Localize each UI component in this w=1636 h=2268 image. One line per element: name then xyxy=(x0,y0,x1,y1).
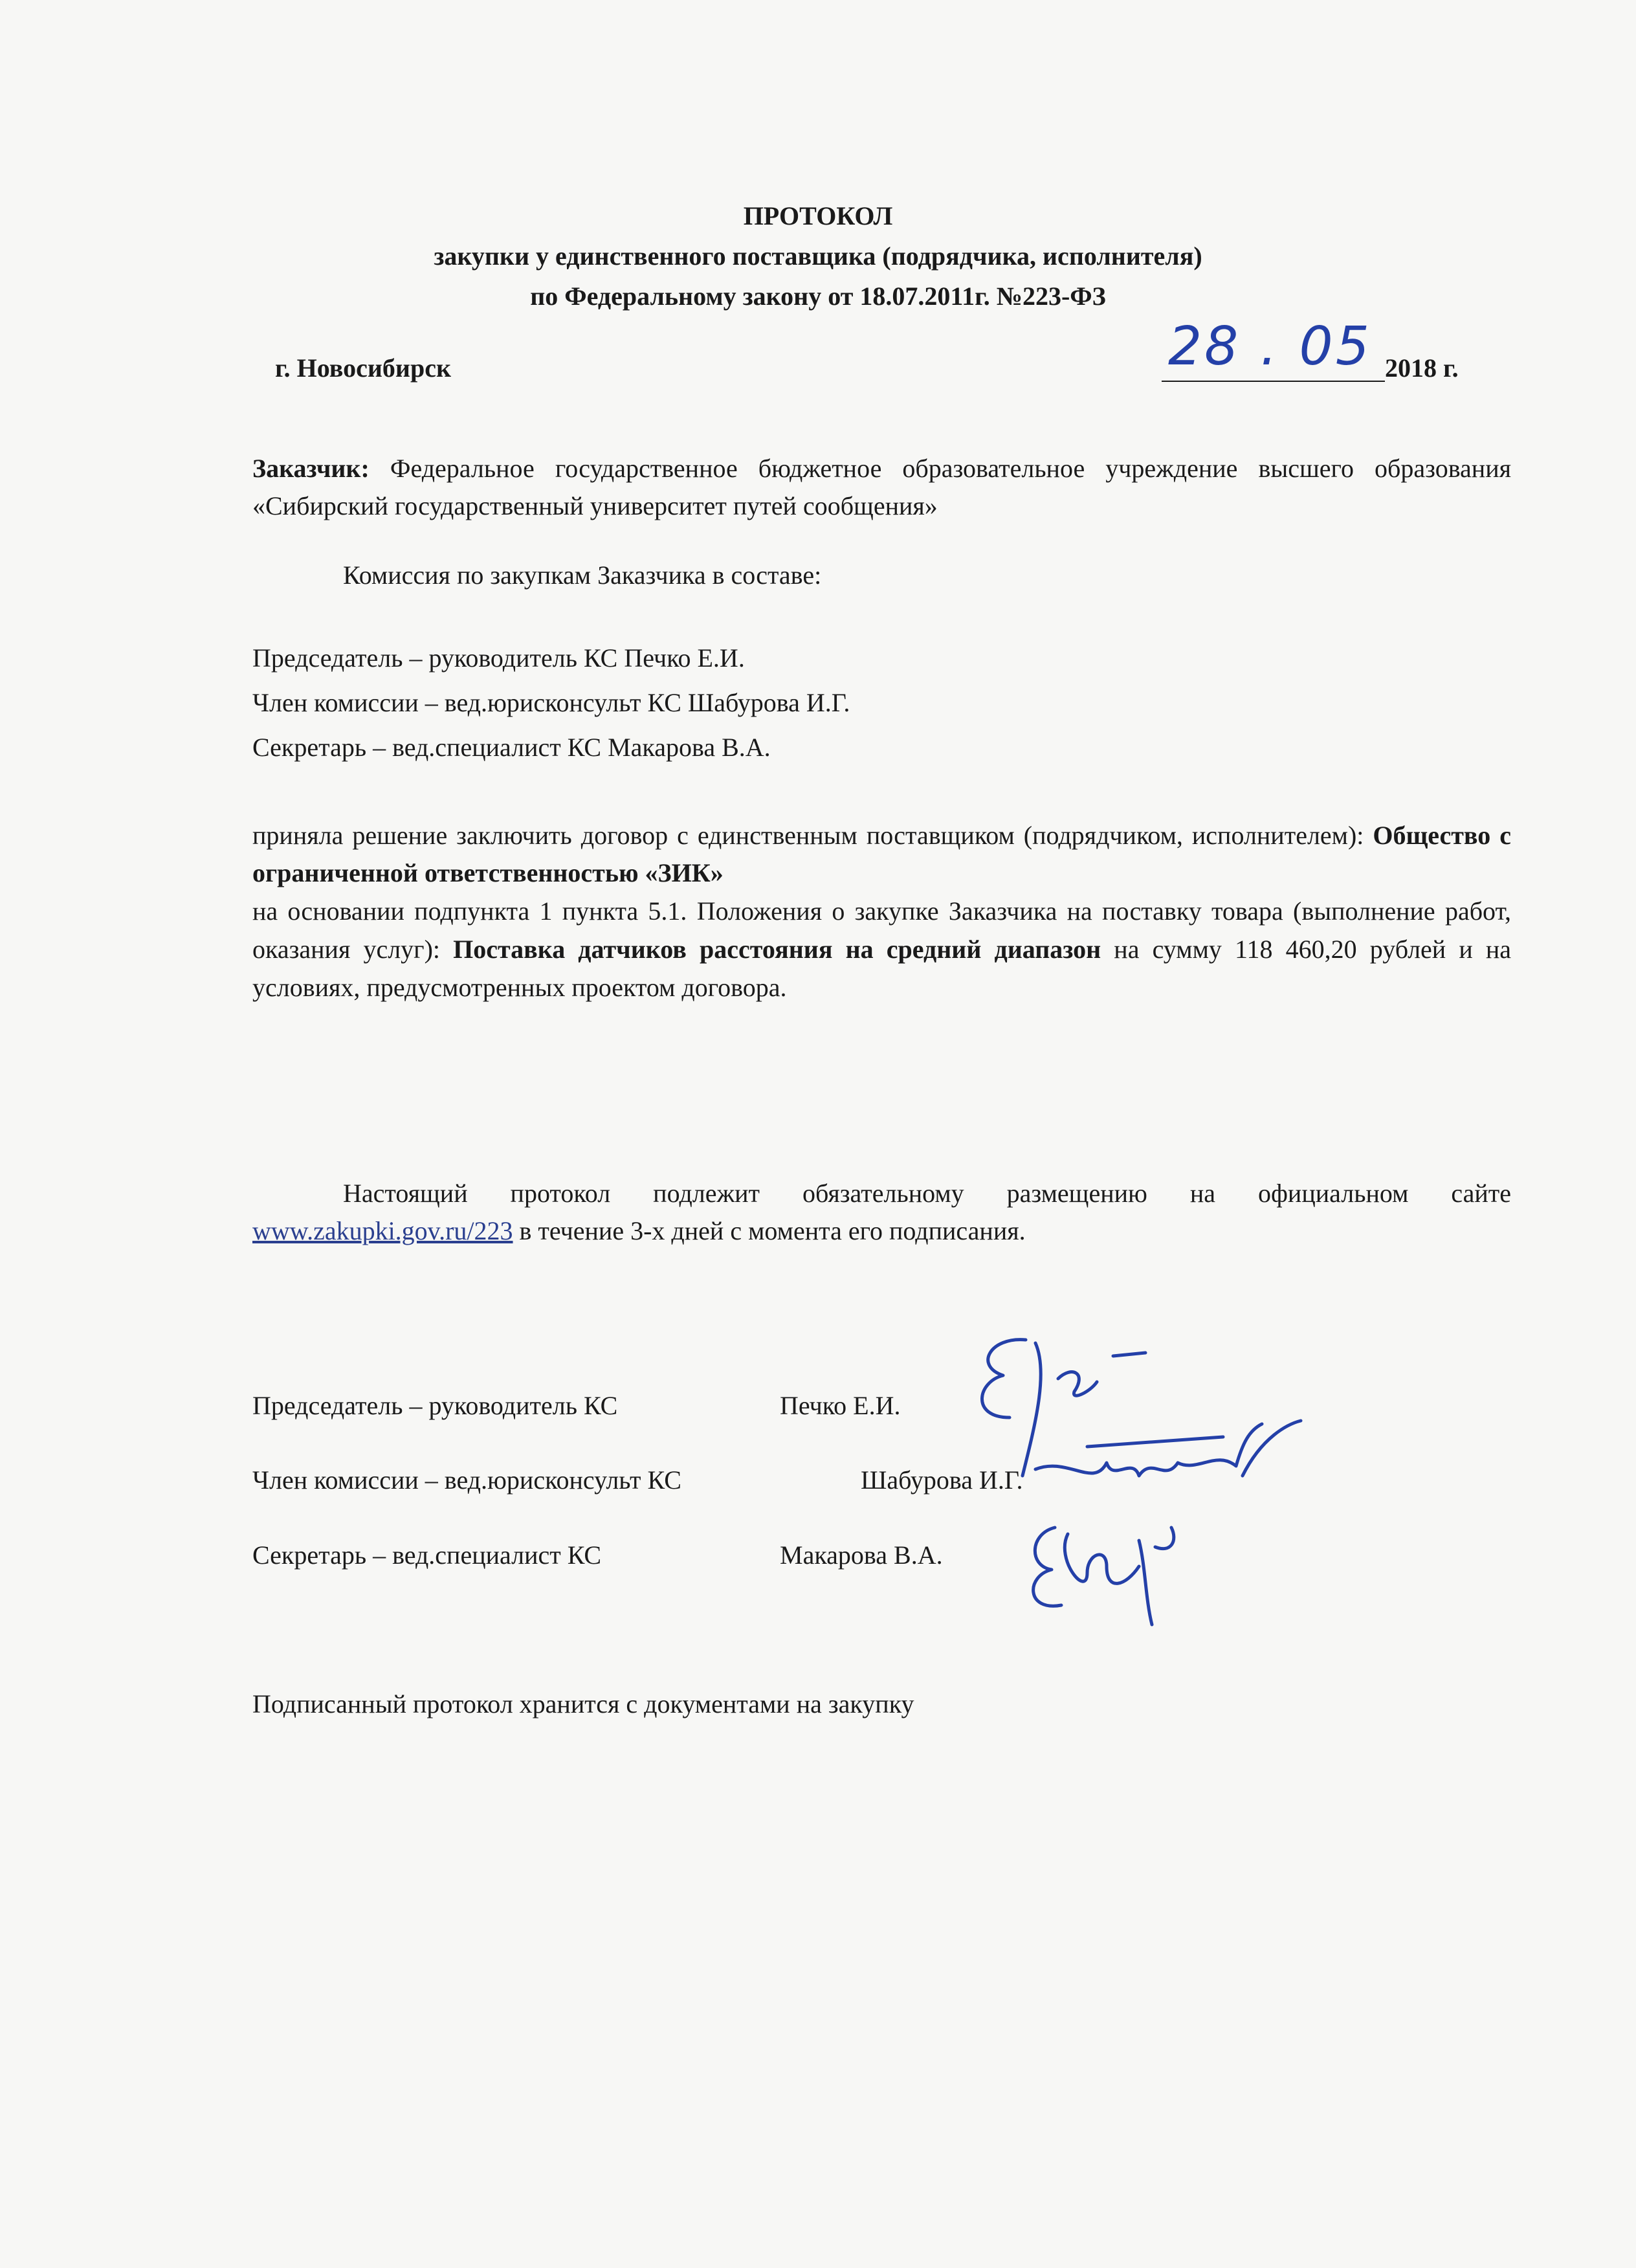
decision-paragraph-2 xyxy=(252,892,1511,1006)
supplier-name: Общество с ограниченной ответственностью «ЗИК» xyxy=(252,821,1512,887)
signature-role-lawyer: Член комиссии – вед.юрисконсульт КС xyxy=(252,1465,681,1495)
signature-role-secretary: Секретарь – вед.специалист КС xyxy=(252,1540,602,1570)
decision-basis-text: на основании подпункта 1 пункта 5.1. Положения о закупке Заказчика на поставку товара (выполнение работ, оказания услуг): xyxy=(252,896,1511,964)
procurement-subject: Поставка датчиков расстояния на средний диапазон xyxy=(453,935,1101,964)
decision-paragraph-1 xyxy=(252,817,1511,892)
publication-text: Настоящий протокол подлежит обязательному размещению на официальном сайте xyxy=(343,1179,1511,1208)
publication-paragraph xyxy=(252,1175,1511,1250)
signature-role-chair: Председатель – руководитель КС xyxy=(252,1391,618,1420)
decision-terms-text: на сумму 118 460,20 рублей и на условиях, предусмотренных проектом договора. xyxy=(252,935,1511,1002)
document-title: ПРОТОКОЛ xyxy=(743,201,893,230)
commission-member-chair: Председатель – руководитель КС Печко Е.И. xyxy=(252,643,745,673)
zakupki-link[interactable]: www.zakupki.gov.ru/223 xyxy=(252,1216,513,1245)
handwritten-date: 28 . 05 xyxy=(1168,316,1372,377)
commission-member-secretary: Секретарь – вед.специалист КС Макарова В.А. xyxy=(252,733,771,762)
city: г. Новосибирск xyxy=(275,353,451,383)
signature-name-chair: Печко Е.И. xyxy=(780,1391,901,1420)
date-year: 2018 г. xyxy=(1385,353,1459,383)
customer-name: Федеральное государственное бюджетное образовательное учреждение высшего образования «Сибирский государственный университет путей сообщения» xyxy=(252,454,1512,520)
signature-secretary xyxy=(1016,1508,1204,1631)
signature-name-lawyer: Шабурова И.Г. xyxy=(861,1465,1023,1495)
signature-name-secretary: Макарова В.А. xyxy=(780,1540,943,1570)
signature-lawyer xyxy=(1029,1411,1307,1508)
customer-paragraph xyxy=(252,450,1511,525)
publication-deadline-text: в течение 3-х дней с момента его подписания. xyxy=(513,1216,1026,1245)
document-subtitle-line1: закупки у единственного поставщика (подрядчика, исполнителя) xyxy=(434,241,1202,271)
decision-text: приняла решение заключить договор с единственным поставщиком (подрядчиком, исполнителем): xyxy=(252,821,1373,850)
document-subtitle-line2: по Федеральному закону от 18.07.2011г. №223-ФЗ xyxy=(530,282,1106,311)
commission-intro: Комиссия по закупкам Заказчика в составе: xyxy=(343,561,822,590)
commission-member-lawyer: Член комиссии – вед.юрисконсульт КС Шабурова И.Г. xyxy=(252,688,850,717)
footer-note: Подписанный протокол хранится с документами на закупку xyxy=(252,1689,914,1718)
customer-label: Заказчик: xyxy=(252,454,370,483)
date-underline xyxy=(1162,381,1385,382)
